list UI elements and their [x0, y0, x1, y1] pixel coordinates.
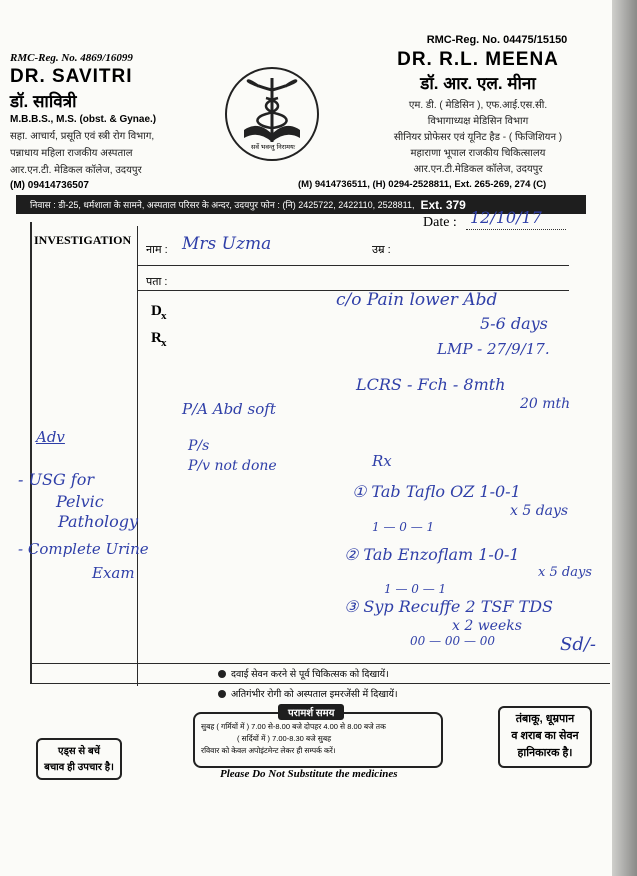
complaint-line1: c/o Pain lower Abd: [336, 290, 498, 310]
tobacco-warning-box: [498, 706, 592, 768]
address-label: पता :: [146, 276, 168, 288]
bullet-icon: [218, 670, 226, 678]
left-doctor-mobile: (M) 09414736507: [10, 180, 89, 191]
left-doctor-degrees: M.B.B.S., M.S. (obst. & Gynae.): [10, 114, 157, 125]
right-doctor-block: [358, 34, 598, 175]
lmp-line: LMP - 27/9/17.: [437, 340, 550, 358]
left-doctor-line2: पन्नाधाय महिला राजकीय अस्पताल: [10, 148, 133, 159]
tobacco-line3: हानिकारक है।: [517, 747, 573, 759]
dx-symbol: D: [151, 303, 162, 319]
history-line2: 20 mth: [520, 396, 571, 412]
aids-line1: एड्स से बचें: [57, 746, 101, 757]
right-doctor-line2: विभागाध्यक्ष मेडिसिन विभाग: [427, 116, 529, 127]
name-rule: [137, 265, 569, 266]
left-doctor-block: [10, 52, 210, 191]
left-doctor-line3: आर.एन.टी. मेडिकल कॉलेज, उदयपुर: [10, 165, 142, 176]
medicine-1-schedule: 1 — 0 — 1: [372, 520, 435, 534]
advice-line4: - Complete Urine: [18, 540, 149, 558]
bottom-rule-2: [30, 683, 610, 684]
bullet-icon: [218, 690, 226, 698]
medicine-3-schedule: 00 — 00 — 00: [410, 634, 496, 648]
aids-line2: बचाव ही उपचार है।: [44, 762, 114, 773]
medicine-3: ③ Syp Recuffe 2 TSF TDS: [344, 597, 553, 616]
rx-symbol: R: [151, 330, 162, 346]
age-label: उम्र :: [372, 244, 391, 256]
exam-pa: P/A Abd soft: [182, 400, 276, 418]
consult-title: परामर्श समय: [278, 704, 344, 720]
rx-symbol-x: x: [161, 337, 167, 349]
right-doctor-line1: एम. डी. ( मेडिसिन ), एफ.आई.एस.सी.: [408, 100, 548, 111]
date-label: Date :: [423, 215, 457, 230]
investigation-label: INVESTIGATION: [34, 233, 132, 247]
notice-1: दवाई सेवन करने से पूर्व चिकित्सक को दिखायें।: [218, 667, 389, 680]
exam-pv: P/v not done: [188, 458, 277, 474]
exam-ps: P/s: [188, 438, 210, 454]
right-doctor-line5: आर.एन.टी.मेडिकल कॉलेज, उदयपुर: [413, 164, 543, 175]
page-edge-shadow: [612, 0, 637, 876]
right-doctor-phones: (M) 9414736511, (H) 0294-2528811, Ext. 265-269, 274 (C): [298, 179, 547, 190]
right-doctor-line3: सीनियर प्रोफेसर एवं यूनिट हैड - ( फिजिशियन ): [393, 132, 563, 143]
medicine-2-duration: x 5 days: [538, 565, 592, 580]
footer-notice: Please Do Not Substitute the medicines: [220, 768, 398, 780]
left-doctor-reg: RMC-Reg. No. 4869/16099: [10, 52, 133, 64]
right-doctor-name: DR. R.L. MEENA: [397, 49, 559, 70]
aids-warning-box: [36, 738, 122, 780]
date-dotted-line: [466, 229, 566, 230]
form-divider-vertical: [137, 226, 138, 686]
advice-line5: Exam: [92, 564, 135, 582]
advice-line3: Pathology: [58, 512, 138, 531]
rx-mark: Rx: [372, 452, 392, 470]
consult-line1: सुबह ( गर्मियों में ) 7.00 से-8.00 बजे दोपहर 4.00 से 8.00 बजे तक: [201, 722, 386, 731]
tobacco-line2: व शराब का सेवन: [511, 730, 579, 742]
medicine-1: ① Tab Taflo OZ 1-0-1: [352, 482, 521, 501]
history-line1: LCRS - Fch - 8mth: [356, 375, 506, 394]
right-doctor-reg: RMC-Reg. No. 04475/15150: [426, 34, 568, 46]
patient-name: Mrs Uzma: [182, 234, 272, 254]
left-doctor-name-hindi: डॉ. सावित्री: [10, 92, 77, 111]
address-ext: Ext. 379: [420, 197, 466, 212]
name-label: नाम :: [146, 244, 168, 256]
consult-line2: ( सर्दियों में ) 7.00-8.30 बजे सुबह: [237, 734, 332, 743]
form-left-border: [30, 222, 32, 684]
date-value: 12/10/17: [470, 208, 542, 227]
left-doctor-line1: सहा. आचार्य, प्रसूति एवं स्त्री रोग विभाग,: [10, 131, 155, 142]
medicine-2: ② Tab Enzoflam 1-0-1: [344, 545, 520, 564]
medicine-2-schedule: 1 — 0 — 1: [384, 582, 447, 596]
complaint-line2: 5-6 days: [480, 314, 548, 333]
advice-line1: - USG for: [18, 470, 95, 489]
address-text: निवास : डी-25, धर्मशाला के सामने, अस्पताल परिसर के अन्दर, उदयपुर फोन : (नि) 2425722, 2422110, 2528811,: [30, 200, 415, 210]
emblem-caption: सर्वे भवन्तु निरामयः: [250, 144, 296, 151]
medicine-1-duration: x 5 days: [510, 503, 569, 519]
advice-label: Adv: [36, 428, 65, 446]
bottom-rule-1: [30, 663, 610, 664]
right-doctor-name-hindi: डॉ. आर. एल. मीना: [420, 74, 536, 93]
right-doctor-line4: महाराणा भूपाल राजकीय चिकित्सालय: [410, 148, 546, 159]
caduceus-emblem: [222, 64, 322, 164]
doctor-signature: Sd/-: [560, 634, 596, 655]
medicine-3-duration: x 2 weeks: [452, 618, 522, 634]
consult-box: [193, 712, 443, 768]
tobacco-line1: तंबाकू, धूम्रपान: [515, 713, 575, 725]
advice-line2: Pelvic: [56, 492, 104, 511]
left-doctor-name: DR. SAVITRI: [10, 66, 133, 87]
dx-symbol-x: x: [161, 310, 167, 322]
notice-2: अतिगंभीर रोगी को अस्पताल इमरजेंसी में दिखायें।: [218, 687, 398, 700]
consult-line3: रविवार को केवल अपोइंटमेन्ट लेकर ही सम्पर्क करें।: [201, 746, 336, 755]
